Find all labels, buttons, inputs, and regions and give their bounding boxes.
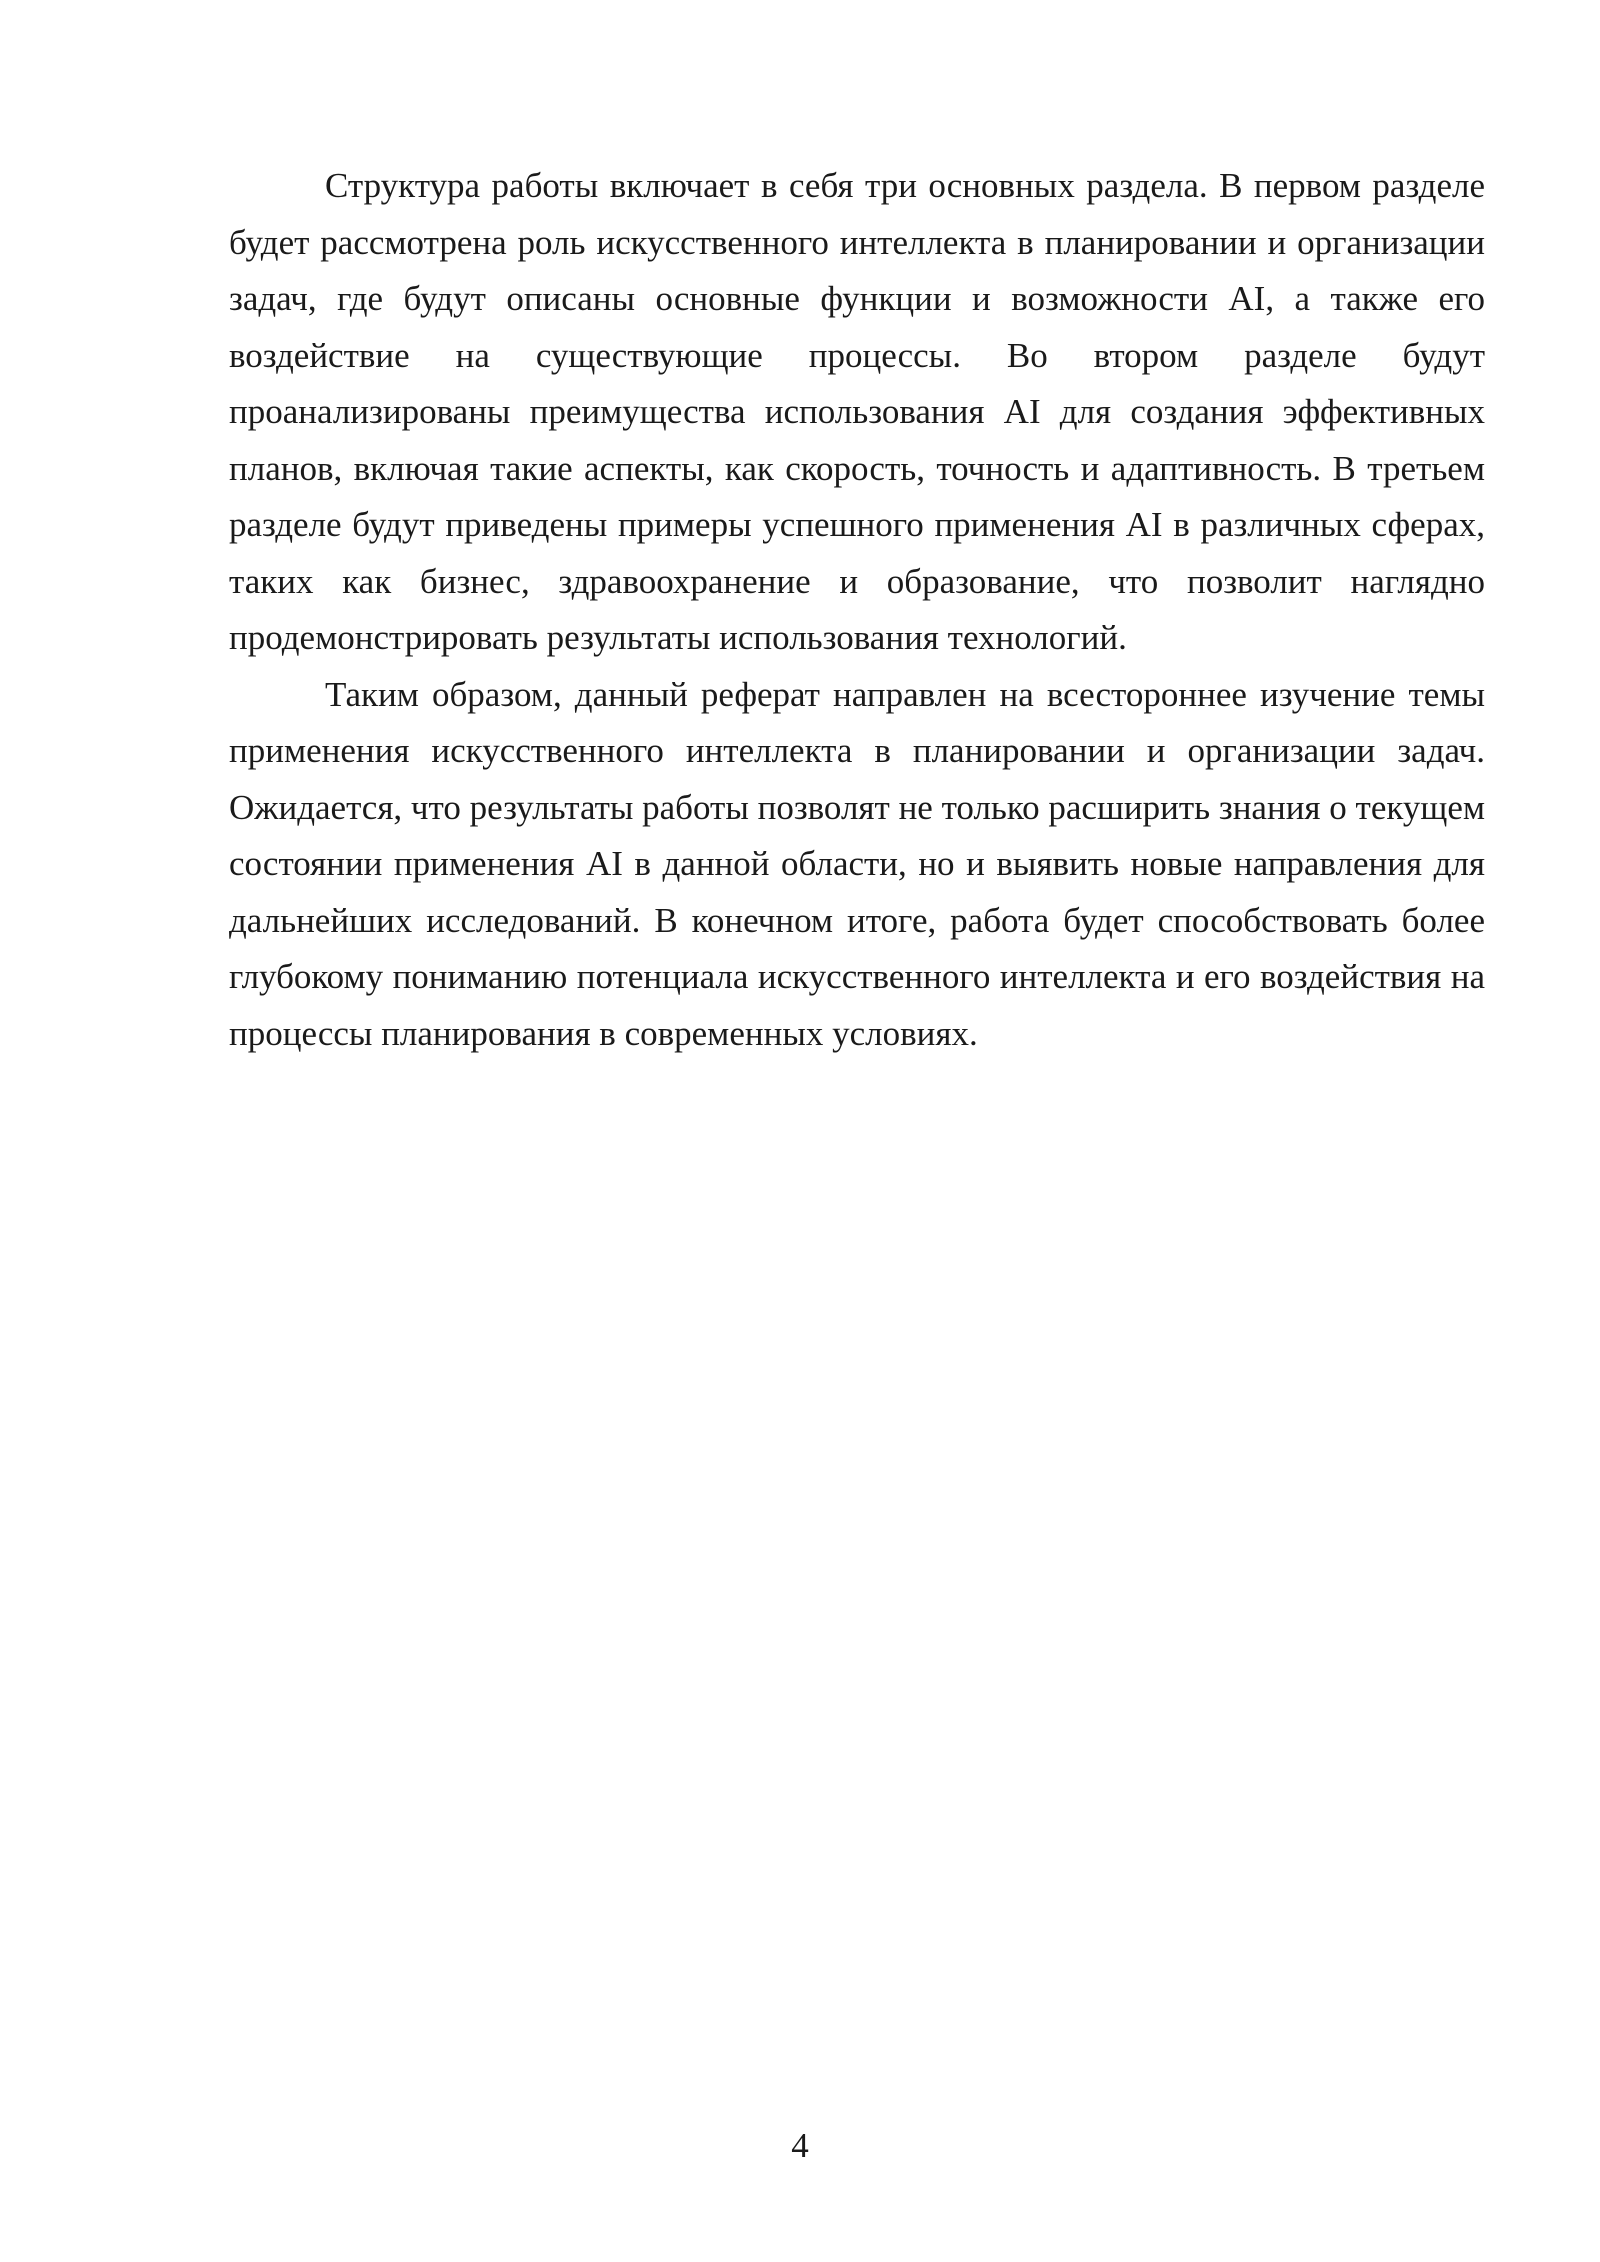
paragraph-structure: Структура работы включает в себя три основных раздела. В первом разделе будет рассмотрена роль искусственного интеллекта в планировании и организации задач, где будут описаны основные функции и возможности AI, а также его воздействие на существующие процессы. Во втором разделе будут проанализированы преимущества использования AI для создания эффективных планов, включая такие аспекты, как скорость, точность и адаптивность. В третьем разделе будут приведены примеры успешного применения AI в различных сферах, таких как бизнес, здравоохранение и образование, что позволит наглядно продемонстрировать результаты использования технологий.	[229, 166, 1485, 657]
paragraph-conclusion: Таким образом, данный реферат направлен на всестороннее изучение темы применения искусственного интеллекта в планировании и организации задач. Ожидается, что результаты работы позволят не только расширить знания о текущем состоянии применения AI в данной области, но и выявить новые направления для дальнейших исследований. В конечном итоге, работа будет способствовать более глубокому пониманию потенциала искусственного интеллекта и его воздействия на процессы планирования в современных условиях.	[229, 674, 1485, 1053]
page-number: 4	[791, 2126, 809, 2165]
document-body	[229, 158, 1485, 1062]
